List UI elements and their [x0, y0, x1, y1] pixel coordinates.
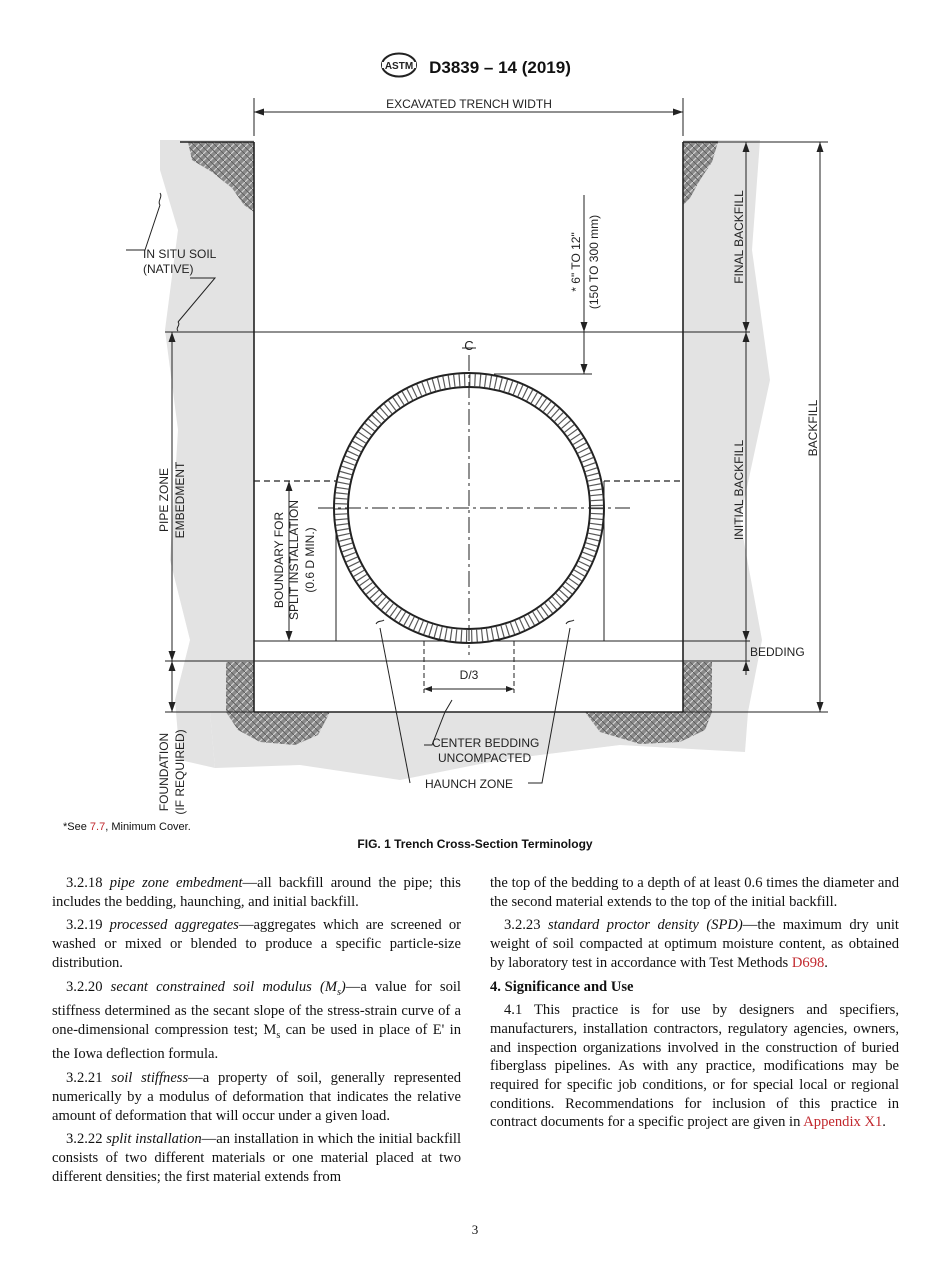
bedding-label: BEDDING: [750, 645, 805, 659]
left-text-column: [52, 874, 461, 1191]
svg-text:ASTM: ASTM: [384, 61, 414, 72]
uncompacted-label: UNCOMPACTED: [438, 751, 532, 765]
appendix-x1-link[interactable]: Appendix X1: [803, 1114, 883, 1131]
section-heading-significance: 4. Significance and Use: [490, 978, 634, 995]
definition-3-2-21: 3.2.21 soil stiffness—a property of soil, generally represented numerically by a modulus of deformation that indicates the relative amount of deformation that will occur under a given load.: [52, 1070, 461, 1124]
center-bedding-label: CENTER BEDDING: [432, 736, 540, 750]
definition-3-2-23: 3.2.23 standard proctor density (SPD)—the maximum dry unit weight of soil compacted at optimum moisture content, as obtained by laboratory test in accordance with Test Methods D698.: [490, 917, 899, 971]
right-text-column: [490, 874, 899, 1137]
page-number: 3: [471, 1222, 479, 1237]
haunch-zone-label: HAUNCH ZONE: [424, 777, 514, 791]
definition-3-2-22: 3.2.22 split installation—an installation in which the initial backfill consists of two different materials or one material placed at two different densities; the first material extends from: [52, 1131, 461, 1185]
final-backfill-label: FINAL BACKFILL: [732, 190, 746, 284]
backfill-label: BACKFILL: [806, 399, 820, 457]
initial-backfill-label: INITIAL BACKFILL: [732, 439, 746, 541]
embedment-label: EMBEDMENT: [173, 461, 187, 539]
foundation-label: FOUNDATION: [157, 732, 171, 812]
pipe-zone-label: PIPE ZONE: [157, 467, 171, 533]
in-situ-soil-label: IN SITU SOIL: [143, 247, 217, 261]
hatch-mid-right: [683, 662, 712, 712]
boundary-label-2: SPLIT INSTALLATION: [287, 499, 301, 621]
hatch-mid-left: [226, 662, 254, 712]
centerline-symbol: C: [464, 338, 474, 353]
definition-3-2-20: 3.2.20 secant constrained soil modulus $(M_s)—a$ value for soil stiffness determined as the secant slope of the stress-strain curve of a one-dimensional compression test; $M_s$ can be used in place of E' in the Iowa deflection formula.: [52, 978, 462, 1063]
footnote-link-7-7[interactable]: 7.7: [89, 821, 106, 833]
d698-link[interactable]: D698: [791, 954, 825, 971]
boundary-label-1: BOUNDARY FOR: [272, 511, 286, 609]
native-label: (NATIVE): [143, 262, 194, 276]
foundation-required-label: (IF REQUIRED): [173, 729, 187, 815]
boundary-label-3: (0.6 D MIN.): [303, 527, 317, 593]
paragraph-4-1: 4.1 This practice is for use by designers and specifiers, manufacturers, installation contractors, regulatory agencies, owners, and inspection organizations involved in the construction of buried fiberglass pipelines. As with any practice, modifications may be required for specific job conditions, or for special local or regional conditions. Recommendations for inclusion of this practice in contract documents for a specific project are given in Appendix X1.: [490, 1002, 899, 1131]
definition-3-2-22-continued: the top of the bedding to a depth of at least 0.6 times the diameter and the second material extends to the top of the initial backfill.: [490, 875, 899, 910]
document-number: D3839 – 14 (2019): [429, 57, 571, 77]
definition-3-2-18: 3.2.18 pipe zone embedment—all backfill around the pipe; this includes the bedding, haunching, and initial backfill.: [52, 875, 461, 910]
definition-3-2-19: 3.2.19 processed aggregates—aggregates which are screened or washed or mixed or blended to produce a specific particle-size distribution.: [52, 917, 461, 971]
figure-footnote: *See 7.7, Minimum Cover.: [63, 821, 191, 833]
cover-depth-metric-label: (150 TO 300 mm): [587, 214, 601, 310]
figure-caption: FIG. 1 Trench Cross-Section Terminology: [357, 837, 593, 851]
excavated-trench-width-label: EXCAVATED TRENCH WIDTH: [386, 97, 552, 111]
d3-label: D/3: [459, 668, 479, 682]
cover-depth-label: * 6" TO 12": [569, 232, 583, 292]
